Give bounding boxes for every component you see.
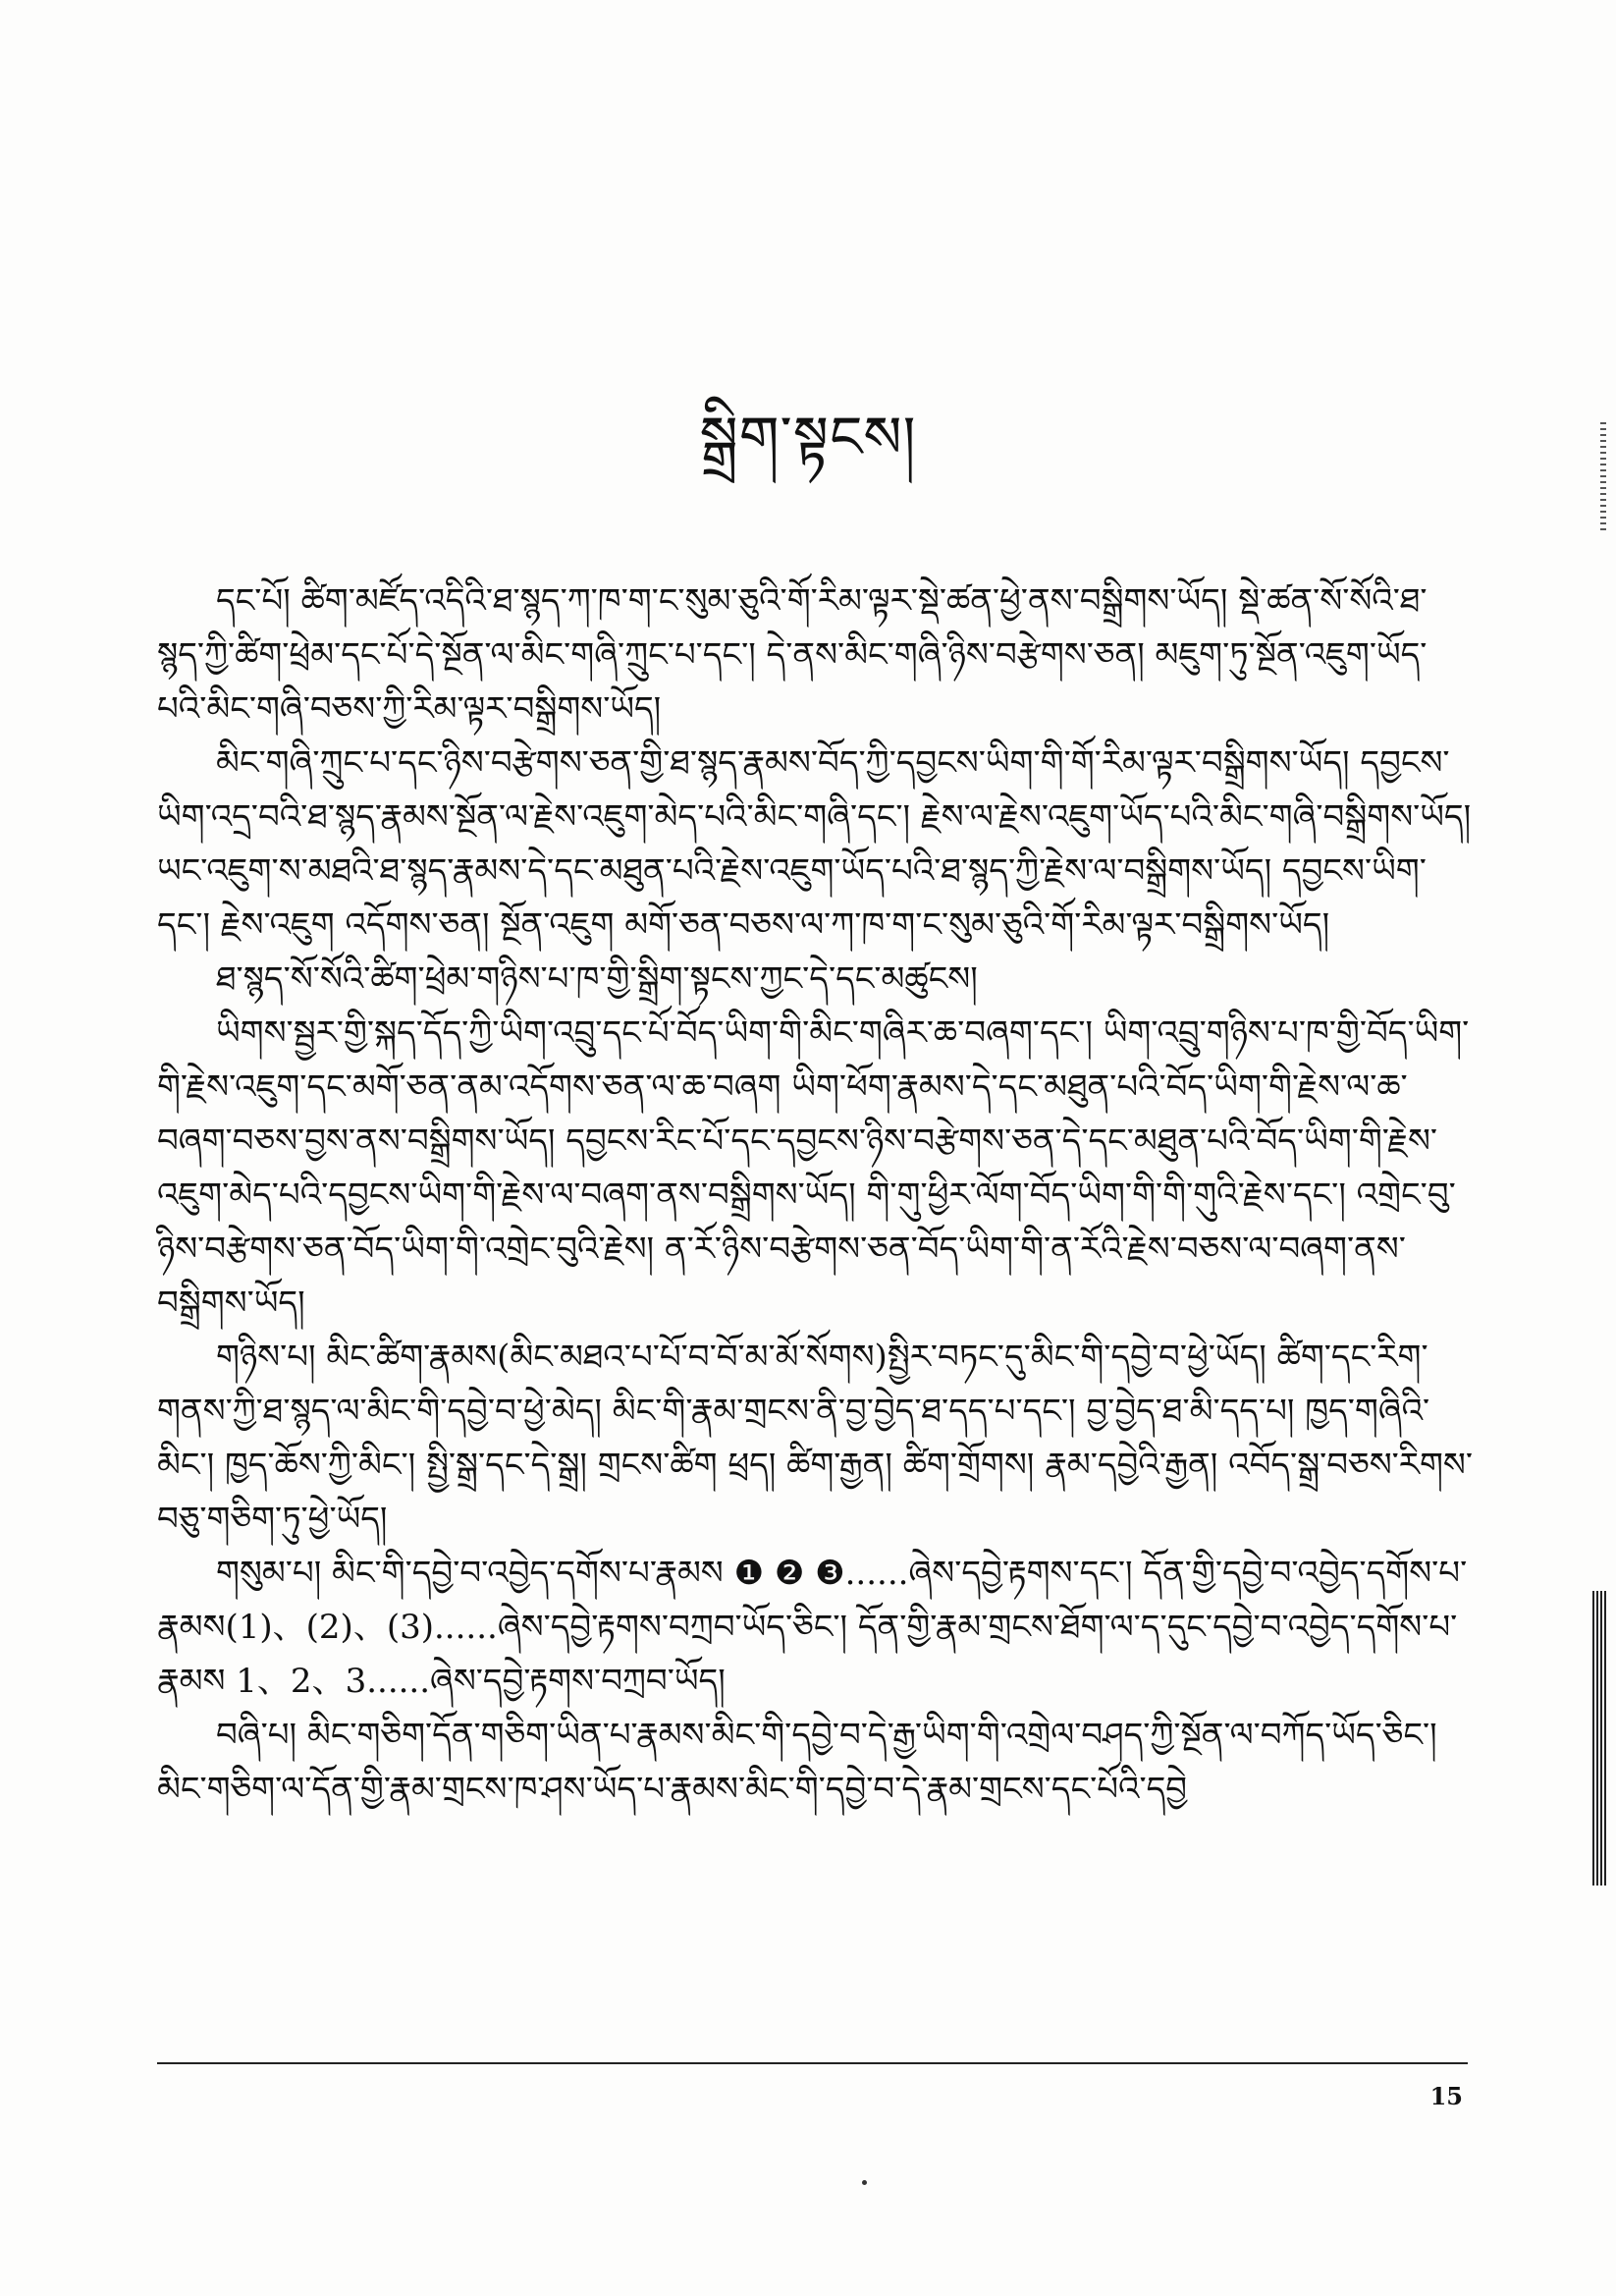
paragraph-6: གསུམ་པ། མིང་གི་དབྱེ་བ་འབྱེད་དགོས་པ་རྣམས ❶ ❷ ❸......ཞེས་དབྱེ་རྟགས་དང་། དོན་གྱི་དབྱེ་བ་འབྱེད་དགོས་པ་རྣམས(1)、(2)、(3)......ཞེས་དབྱེ་རྟགས་བཀྲབ་ཡོད་ཅིང་། དོན་གྱི་རྣམ་གྲངས་ཐོག་ལ་ད་དུང་དབྱེ་བ་འབྱེད་དགོས་པ་རྣམས 1、2、3......ཞེས་དབྱེ་རྟགས་བཀྲབ་ཡོད། [157,1554,1468,1701]
paragraph-2: མིང་གཞི་ཀྲུང་པ་དང་ཉིས་བརྩེགས་ཅན་གྱི་ཐ་སྙད་རྣམས་བོད་ཀྱི་དབྱངས་ཡིག་གི་གོ་རིམ་ལྟར་བསྒྲིགས་ཡོད། དབྱངས་ཡིག་འདྲ་བའི་ཐ་སྙད་རྣམས་སྔོན་ལ་རྗེས་འཇུག་མེད་པའི་མིང་གཞི་དང་། རྗེས་ལ་རྗེས་འཇུག་ཡོད་པའི་མིང་གཞི་བསྒྲིགས་ཡོད། ཡང་འཇུག་ས་མཐའི་ཐ་སྙད་རྣམས་དེ་དང་མཐུན་པའི་རྗེས་འཇུག་ཡོད་པའི་ཐ་སྙད་ཀྱི་རྗེས་ལ་བསྒྲིགས་ཡོད། དབྱངས་ཡིག་དང་། རྗེས་འཇུག འདོགས་ཅན། སྔོན་འཇུག མགོ་ཅན་བཅས་ལ་ཀ་ཁ་ག་ང་སུམ་ཅུའི་གོ་རིམ་ལྟར་བསྒྲིགས་ཡོད། [157,743,1472,945]
footer-rule [157,2062,1468,2064]
scan-edge-mark [1600,422,1606,530]
paragraph-4: ཡིགས་སྦྱར་གྱི་སྐད་དོད་ཀྱི་ཡིག་འབྲུ་དང་པོ་བོད་ཡིག་གི་མིང་གཞིར་ཆ་བཞག་དང་། ཡིག་འབྲུ་གཉིས་པ་ཁ་གྱི་བོད་ཡིག་གི་རྗེས་འཇུག་དང་མགོ་ཅན་ནམ་འདོགས་ཅན་ལ་ཆ་བཞག ཡིག་ཕོག་རྣམས་དེ་དང་མཐུན་པའི་བོད་ཡིག་གི་རྗེས་ལ་ཆ་བཞག་བཅས་བྱས་ནས་བསྒྲིགས་ཡོད། དབྱངས་རིང་པོ་དང་དབྱངས་ཉིས་བརྩེགས་ཅན་དེ་དང་མཐུན་པའི་བོད་ཡིག་གི་རྗེས་འཇུག་མེད་པའི་དབྱངས་ཡིག་གི་རྗེས་ལ་བཞག་ནས་བསྒྲིགས་ཡོད། གི་གུ་ཕྱིར་ལོག་བོད་ཡིག་གི་གི་གུའི་རྗེས་དང་། འགྲེང་བུ་ཉིས་བརྩེགས་ཅན་བོད་ཡིག་གི་འགྲེང་བུའི་རྗེས། ན་རོ་ཉིས་བརྩེགས་ཅན་བོད་ཡིག་གི་ན་རོའི་རྗེས་བཅས་ལ་བཞག་ནས་བསྒྲིགས་ཡོད། [157,1013,1470,1323]
paragraph-7: བཞི་པ། མིང་གཅིག་དོན་གཅིག་ཡིན་པ་རྣམས་མིང་གི་དབྱེ་བ་དེ་རྒྱ་ཡིག་གི་འགྲེལ་བཤད་ཀྱི་སྔོན་ལ་བཀོད་ཡོད་ཅིང་། མིང་གཅིག་ལ་དོན་གྱི་རྣམ་གྲངས་ཁ་ཤས་ཡོད་པ་རྣམས་མིང་གི་དབྱེ་བ་དེ་རྣམ་གྲངས་དང་པོའི་དབྱེ [157,1716,1437,1809]
paragraph-1: དང་པོ། ཚིག་མཛོད་འདིའི་ཐ་སྙད་ཀ་ཁ་ག་ང་སུམ་ཅུའི་གོ་རིམ་ལྟར་སྡེ་ཚན་ཕྱེ་ནས་བསྒྲིགས་ཡོད། སྡེ་ཚན་སོ་སོའི་ཐ་སྙད་ཀྱི་ཚིག་ཕྲེམ་དང་པོ་དེ་སྔོན་ལ་མིང་གཞི་ཀྲུང་པ་དང་། དེ་ནས་མིང་གཞི་ཉིས་བརྩེགས་ཅན། མཇུག་ཏུ་སྔོན་འཇུག་ཡོད་པའི་མིང་གཞི་བཅས་ཀྱི་རིམ་ལྟར་བསྒྲིགས་ཡོད། [157,581,1427,729]
paragraph-5: གཉིས་པ། མིང་ཚིག་རྣམས(མིང་མཐའ་པ་པོ་བ་བོ་མ་མོ་སོགས)སྤྱིར་བཏང་དུ་མིང་གི་དབྱེ་བ་ཕྱེ་ཡོད། ཚིག་དང་རིག་གནས་ཀྱི་ཐ་སྙད་ལ་མིང་གི་དབྱེ་བ་ཕྱེ་མེད། མིང་གི་རྣམ་གྲངས་ནི་བྱ་བྱེད་ཐ་དད་པ་དང་། བྱ་བྱེད་ཐ་མི་དད་པ། ཁྱད་གཞིའི་མིང་། ཁྱད་ཆོས་ཀྱི་མིང་། སྤྱི་སྒྲ་དང་དེ་སྒྲ། གྲངས་ཚིག ཕྲད། ཚིག་རྒྱན། ཚིག་གྲོགས། རྣམ་དབྱེའི་རྒྱན། འབོད་སྒྲ་བཅས་རིགས་བཅུ་གཅིག་ཏུ་ཕྱེ་ཡོད། [157,1338,1474,1539]
page-title: སྒྲིག་སྟངས། [699,404,917,470]
scan-speck [862,2180,867,2185]
paragraph-3: ཐ་སྙད་སོ་སོའི་ཚིག་ཕྲེམ་གཉིས་པ་ཁ་གྱི་སྒྲིག་སྟངས་ཀྱང་དེ་དང་མཚུངས། [216,959,978,999]
scan-edge-mark [1592,1591,1606,1886]
body-text [157,574,1473,1817]
page-number: 15 [1429,2082,1463,2110]
